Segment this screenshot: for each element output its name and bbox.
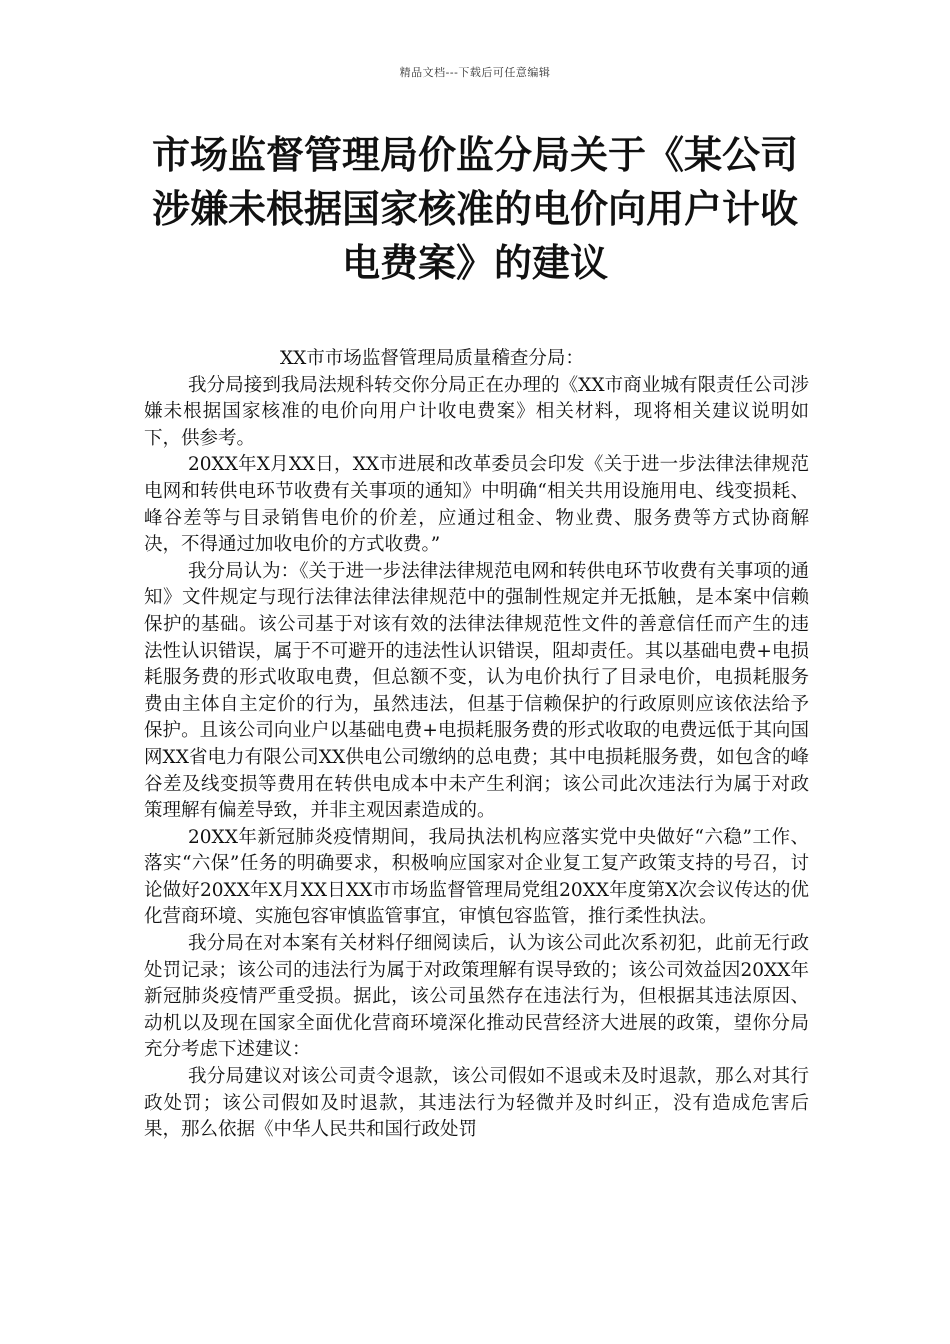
title-line: 涉嫌未根据国家核准的电价向用户计收 — [151, 187, 798, 231]
title-line: 电费案》的建议 — [341, 241, 608, 285]
body-paragraph: 我分局在对本案有关材料仔细阅读后，认为该公司此次系初犯，此前无行政处罚记录；该公司的违法行为属于对政策理解有误导致的；该公司效益因20XX年新冠肺炎疫情严重受损。据此，该公司虽然存在违法行为，但根据其违法原因、动机以及现在国家全面优化营商环境深化推动民营经济大进展的政策，望你分局充分考虑下述建议： — [144, 933, 809, 1061]
header-note: 精品文档---下载后可任意编辑 — [399, 66, 551, 79]
body-paragraph: 20XX年新冠肺炎疫情期间，我局执法机构应落实党中央做好“六稳”工作、落实“六保”任务的明确要求，积极响应国家对企业复工复产政策支持的号召，讨论做好20XX年X月XX日XX市市场监督管理局党组20XX年度第X次会议传达的优化营商环境、实施包容审慎监管事宜，审慎包容监管，推行柔性执法。 — [144, 826, 809, 928]
title-line: 市场监督管理局价监分局关于《某公司 — [151, 133, 798, 177]
body-paragraph: 我分局建议对该公司责令退款，该公司假如不退或未及时退款，那么对其行政处罚；该公司假如及时退款，其违法行为轻微并及时纠正，没有造成危害后果，那么依据《中华人民共和国行政处罚 — [144, 1066, 809, 1141]
document-body — [144, 346, 809, 1144]
body-paragraph: 我分局认为：《关于进一步法律法律规范电网和转供电环节收费有关事项的通知》文件规定与现行法律法律法律规范中的强制性规定并无抵触，是本案中信赖保护的基础。该公司基于对该有效的法律法律规范性文件的善意信任而产生的违法性认识错误，属于不可避开的违法性认识错误，阻却责任。其以基础电费+电损耗服务费的形式收取电费，但总额不变，认为电价执行了目录电价，电损耗服务费由主体自主定价的行为，虽然违法，但基于信赖保护的行政原则应该依法给予保护。且该公司向业户以基础电费+电损耗服务费的形式收取的电费远低于其向国网XX省电力有限公司XX供电公司缴纳的总电费；其中电损耗服务费，如包含的峰谷差及线变损等费用在转供电成本中未产生利润；该公司此次违法行为属于对政策理解有偏差导致，并非主观因素造成的。 — [144, 560, 809, 822]
body-paragraph: 我分局接到我局法规科转交你分局正在办理的《XX市商业城有限责任公司涉嫌未根据国家核准的电价向用户计收电费案》相关材料，现将相关建议说明如下，供参考。 — [144, 374, 809, 449]
document-title — [120, 128, 830, 290]
salutation: XX市市场监督管理局质量稽查分局： — [280, 348, 584, 369]
body-paragraph: 20XX年X月XX日，XX市进展和改革委员会印发《关于进一步法律法律规范电网和转供电环节收费有关事项的通知》中明确“相关共用设施用电、线变损耗、峰谷差等与目录销售电价的价差，应通过租金、物业费、服务费等方式协商解决，不得通过加收电价的方式收费。” — [144, 454, 809, 556]
